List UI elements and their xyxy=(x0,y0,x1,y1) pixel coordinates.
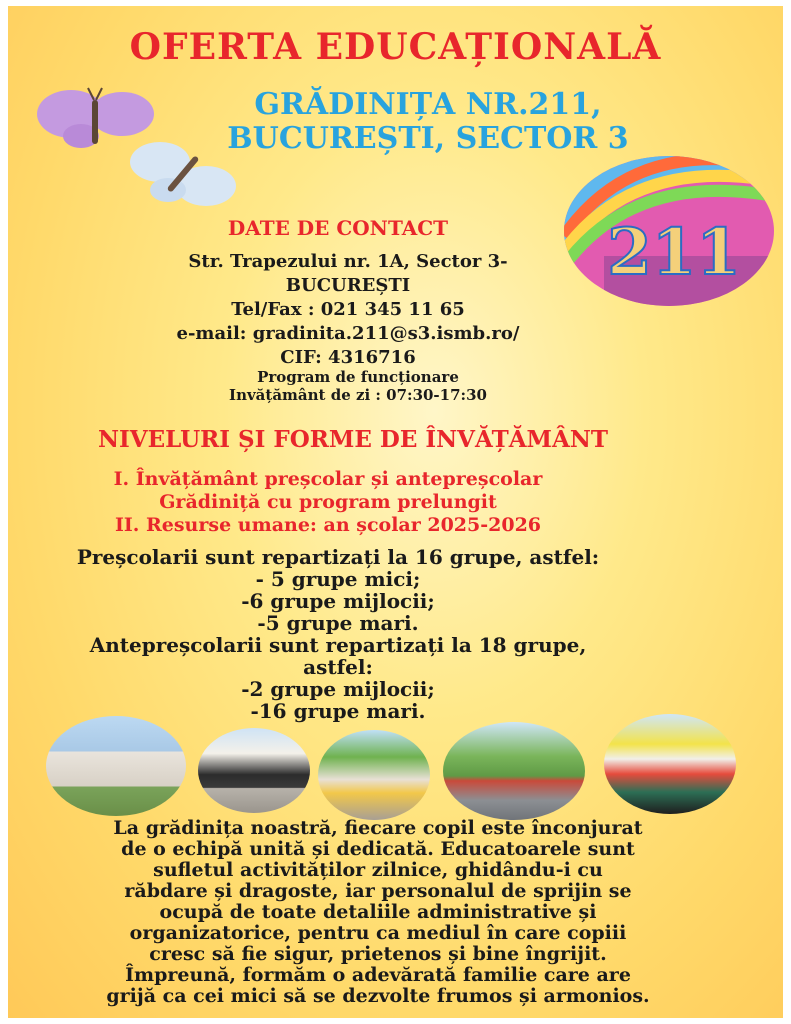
poster xyxy=(8,6,783,1018)
school-name xyxy=(148,88,708,156)
levels-heading: NIVELURI ȘI FORME DE ÎNVĂȚĂMÂNT xyxy=(98,426,608,453)
address-line2: BUCUREȘTI xyxy=(285,275,411,296)
groups-line: -5 grupe mari. xyxy=(257,611,419,635)
program-hours xyxy=(138,368,578,404)
description-line: La grădinița noastră, fiecare copil este înconjurat xyxy=(113,817,643,839)
groups-line: Preșcolarii sunt repartizați la 16 grupe, astfel: xyxy=(76,545,600,569)
kindergarten-photo-2 xyxy=(198,728,310,813)
level-item-1: I. Învățământ preșcolar și antepreșcolar xyxy=(113,468,543,490)
address-line1: Str. Trapezului nr. 1A, Sector 3- xyxy=(188,251,508,272)
program-line2: Invățământ de zi : 07:30-17:30 xyxy=(229,386,487,404)
main-title: OFERTA EDUCAȚIONALĂ xyxy=(129,26,662,68)
contact-info xyxy=(88,250,608,370)
kindergarten-photo-4 xyxy=(443,722,585,820)
program-line1: Program de funcționare xyxy=(257,368,459,386)
description-line: organizatorice, pentru ca mediul în care copiii xyxy=(129,922,627,944)
kindergarten-photo-3 xyxy=(318,730,430,820)
contact-heading: DATE DE CONTACT xyxy=(227,216,449,240)
groups-line: - 5 grupe mici; xyxy=(255,567,421,591)
groups-line: -6 grupe mijlocii; xyxy=(241,589,435,613)
description-paragraph xyxy=(28,818,728,1007)
cif: CIF: 4316716 xyxy=(280,347,416,368)
level-item-2: II. Resurse umane: an școlar 2025-2026 xyxy=(114,514,542,536)
kindergarten-photo-1 xyxy=(46,716,186,816)
email: e-mail: gradinita.211@s3.ismb.ro/ xyxy=(176,323,520,344)
description-line: Împreună, formăm o adevărată familie care are xyxy=(125,964,631,986)
description-line: cresc să fie sigur, prietenos și bine îngrijit. xyxy=(149,943,607,965)
groups-line: Antepreșcolarii sunt repartizați la 18 grupe, xyxy=(89,633,587,657)
groups-section xyxy=(18,546,658,722)
level-item-1-sub: Grădiniță cu program prelungit xyxy=(159,491,497,513)
groups-line: -2 grupe mijlocii; xyxy=(241,677,435,701)
phone: Tel/Fax : 021 345 11 65 xyxy=(231,299,465,320)
school-name-line1: GRĂDINIȚA NR.211, xyxy=(254,87,602,122)
description-line: de o echipă unită și dedicată. Educatoarele sunt xyxy=(121,838,635,860)
kindergarten-photo-5 xyxy=(604,714,736,814)
school-name-line2: BUCUREȘTI, SECTOR 3 xyxy=(227,121,629,156)
description-line: răbdare și dragoste, iar personalul de sprijin se xyxy=(124,880,632,902)
description-line: grijă ca cei mici să se dezvolte frumos și armonios. xyxy=(106,985,650,1007)
emblem-number: 211 xyxy=(607,215,741,290)
description-line: ocupă de toate detaliile administrative și xyxy=(159,901,597,923)
levels-list xyxy=(28,468,628,537)
groups-line: -16 grupe mari. xyxy=(250,699,426,723)
groups-line: astfel: xyxy=(303,655,373,679)
description-line: sufletul activităților zilnice, ghidându-i cu xyxy=(153,859,603,881)
